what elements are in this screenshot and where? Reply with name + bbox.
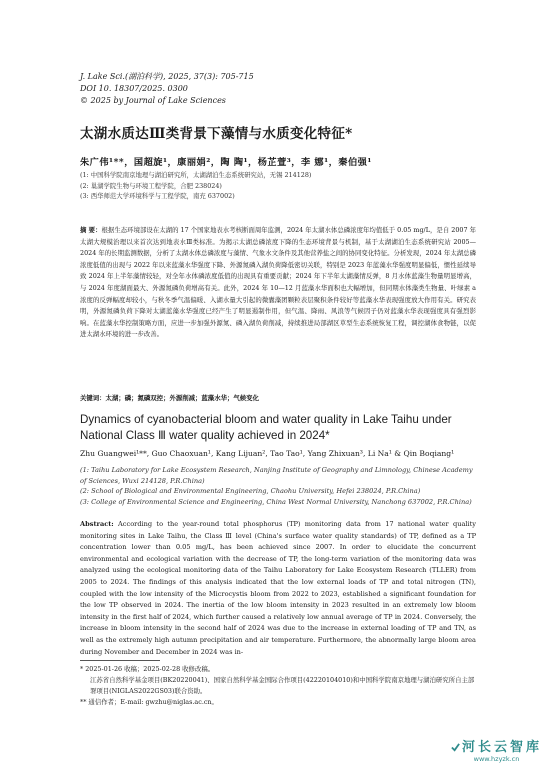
chinese-affiliations bbox=[80, 170, 500, 202]
english-affiliations bbox=[80, 465, 480, 507]
doi: DOI 10. 18307/2025. 0300 bbox=[80, 84, 188, 93]
chinese-abstract-label: 摘 要： bbox=[80, 226, 102, 234]
footnotes bbox=[80, 664, 480, 708]
copyright: © 2025 by Journal of Lake Sciences bbox=[80, 96, 226, 105]
chinese-title: 太湖水质达Ⅲ类背景下藻情与水质变化特征* bbox=[80, 126, 353, 142]
journal-header bbox=[80, 71, 254, 107]
english-affiliation-2: (2: School of Biological and Environmental Engineering, Chaohu University, Hefei 238024, P.R.China) bbox=[80, 487, 421, 495]
english-affiliation-1: (1: Taihu Laboratory for Lake Ecosystem Research, Nanjing Institute of Geography and Limnology, Chinese Academy of Sciences, Wuxi 214128, P.R.China) bbox=[80, 466, 473, 485]
english-abstract bbox=[80, 519, 476, 658]
english-authors: Zhu Guangwei¹**, Guo Chaoxuan¹, Kang Lijuan², Tao Tao¹, Yang Zhixuan³, Li Na¹ & Qin Boqiang¹ bbox=[80, 449, 455, 458]
checkmark-icon bbox=[451, 743, 460, 752]
journal-citation: J. Lake Sci.(湖泊科学), 2025, 37(3): 705-715 bbox=[80, 72, 254, 81]
chinese-keywords: 关键词：太湖；磷；氮磷双控；外源削减；蓝藻水华；气候变化 bbox=[80, 394, 259, 402]
chinese-affiliation-3: (3: 西华师范大学环境科学与工程学院，南充 637002) bbox=[80, 192, 235, 200]
footnote-contact: ** 通信作者；E-mail: gwzhu@niglas.ac.cn。 bbox=[80, 698, 218, 706]
english-abstract-label: Abstract: bbox=[80, 520, 114, 528]
english-abstract-text: According to the year-round total phosphorus (TP) monitoring data from 17 national water quality monitoring sites in Lake Taihu, the Class Ⅲ level (China's surface water quality standards) of TP, defined as a TP concentration lower than 0.05 mg/L, has been achieved since 2007. In order to elucidate the concurrent environmental and ecological variation with the decrease of TP, the long-term variation of the monitoring data was analyzed using the ecological monitoring data of the Taihu Laboratory for Lake Ecosystem Research (TLLER) from 2005 to 2024. The findings of this analysis indicated that the low external loads of TP and total nitrogen (TN), coupled with the low intensity of the Microcystis bloom from 2022 to 2023, established a significant foundation for the low TP observed in 2024. The inertia of the low bloom intensity in 2023 resulted in an extremely low bloom intensity in the first half of 2024, which further caused a relatively low annual average of TP in 2024. Conversely, the increase in bloom intensity in the second half of 2024 was due to the increase in external loading of TP and TN, as well as the extremely high autumn precipitation and air temperature. Furthermore, the abnormally large bloom area during November and December in 2024 was in- bbox=[80, 520, 476, 656]
footnote-received: * 2025-01-26 收稿；2025-02-28 收修改稿。 bbox=[80, 665, 215, 673]
chinese-affiliation-2: (2: 巢湖学院生物与环境工程学院，合肥 238024) bbox=[80, 181, 222, 190]
english-title: Dynamics of cyanobacterial bloom and water quality in Lake Taihu under National Class Ⅲ water quality achieved in 2024* bbox=[80, 413, 452, 442]
watermark-url: www.hzyzk.cn bbox=[473, 755, 520, 763]
watermark-text bbox=[451, 736, 542, 755]
chinese-authors: 朱广伟¹**，国超旋¹，康丽娟²，陶 陶¹，杨芷萱³，李 娜¹，秦伯强¹ bbox=[80, 157, 372, 168]
watermark-main: 河长云智库 bbox=[461, 740, 542, 755]
footnote-received-text: 2025-01-26 收稿；2025-02-28 收修改稿。 bbox=[85, 665, 215, 673]
chinese-abstract bbox=[80, 225, 476, 341]
chinese-affiliation-1: (1: 中国科学院南京地理与湖泊研究所，太湖湖泊生态系统研究站，无锡 214128) bbox=[80, 171, 312, 179]
footnote-rule bbox=[80, 660, 160, 661]
chinese-abstract-text: 根据生态环境部设在太湖的 17 个国家地表水考核断面周年监测，2024 年太湖水体总磷浓度年均值低于 0.05 mg/L，是自 2007 年太湖大规模治理以来首次达到地表水Ⅲ类标准。为揭示太湖总磷浓度下降的生态环境背景与机制，基于太湖湖泊生态系统研究站 2005—2024 年的长期监测数据，分析了太湖水体总磷浓度与藻情、气象水文条件及其他营养盐之间的协同变化特征。分析发现，2024 年太湖总磷浓度低值的出现与 2022 年以来蓝藻水华强度下降、外源氮磷入湖负荷降低密切关联，特别是 2023 年蓝藻水华强度明显偏低，惯性延续导致 2024 年上半年藻情较轻，对全年水体磷浓度低值的出现具有重要贡献；2024 年下半年太湖藻情反弹，8 月水体蓝藻生物量明显增高，与 2024 年度湖面最大、外源氮磷负荷增高有关。此外，2024 年 10—12 月蓝藻水华面积也大幅增加，但同期水体藻类生物量、叶绿素 a 浓度的反弹幅度却较小，与秋冬季气温偏暖、入湖水量大引起的微囊藻团颗粒表层聚积条件较好等蓝藻水华表现强度放大作用有关。研究表明，外源氮磷负荷下降对太湖蓝藻水华强度已经产生了明显遏制作用，但气温、降雨、风浪等气候因子仍对蓝藻水华表现强度具有强烈影响。在蓝藻水华控制策略方面，应进一步加强外源氮、磷入湖负荷削减，持续推进局部湖区草型生态系统恢复工程，调控湖体食物链，以促进太湖水环境的进一步改善。 bbox=[80, 226, 476, 339]
footnote-funding: 江苏省自然科学基金项目(BK20220041)、国家自然科学基金国际合作项目(42220104010)和中国科学院南京地理与湖泊研究所自主部署项目(NIGLAS2022GS03)联合资助。 bbox=[90, 676, 475, 695]
watermark-logo bbox=[451, 736, 542, 763]
english-affiliation-3: (3: College of Environmental Science and Engineering, China West Normal University, Nanchong 637002, P.R.China) bbox=[80, 497, 472, 506]
